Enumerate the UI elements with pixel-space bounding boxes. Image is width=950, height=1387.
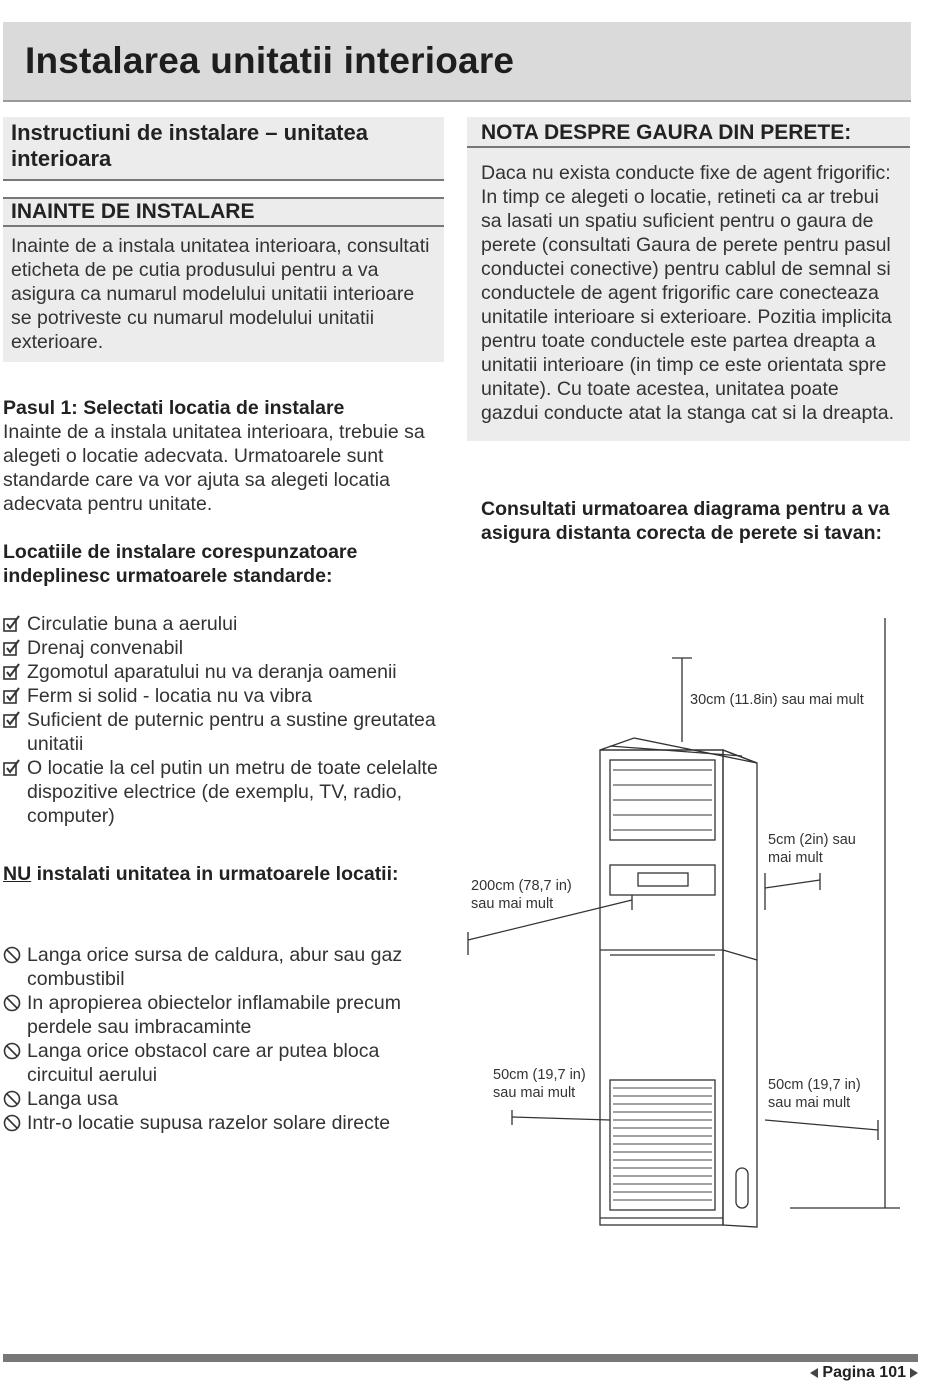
page-title-bar (3, 22, 911, 102)
checkbox-check-icon (3, 663, 21, 681)
standards-heading: Locatiile de instalare corespunzatoare indeplinesc urmatoarele standarde: (3, 541, 358, 587)
list-item: Langa orice obstacol care ar putea bloca circuitul aerului (3, 1039, 443, 1087)
not-locations-list (3, 943, 443, 1135)
indoor-unit-side (723, 750, 757, 1227)
dim-top: 30cm (11.8in) sau mai mult (690, 692, 864, 708)
not-install-heading: NU instalati unitatea in urmatoarele locatii: (3, 863, 399, 885)
list-item: Suficient de puternic pentru a sustine greutatea unitatii (3, 708, 443, 756)
checkbox-check-icon (3, 639, 21, 657)
wall-hole-note-text: Daca nu exista conducte fixe de agent frigorific: In timp ce alegeti o locatie, retineti ca ar trebui sa lasati un spatiu suficient pentru o gaura de perete (consultati Gaura de perete pentru pasul conductei conective) pentru cablul de semnal si conductele de agent frigorific care conecteaza unitatile interioare si exterioare. Pozitia implicita pentru toate conductele este partea dreapta a unitatii interioare (in timp ce este orientata spre unitate). Cu toate acestea, unitatea poate gazdui conducte atat la stanga cat si la dreapta. (481, 162, 895, 424)
dim-side-right-2: mai mult (768, 850, 823, 866)
indoor-unit-front (600, 750, 723, 1225)
triangle-right-icon (910, 1368, 918, 1378)
step1-text: Inainte de a instala unitatea interioara, trebuie sa alegeti o locatie adecvata. Urmatoarele sunt standarde care va vor ajuta sa alegeti locatia adecvata pentru unitate. (3, 421, 425, 515)
checkbox-check-icon (3, 615, 21, 633)
list-item: Intr-o locatie supusa razelor solare directe (3, 1111, 443, 1135)
wall-hole-note-heading: NOTA DESPRE GAURA DIN PERETE: (481, 121, 852, 144)
section-title: Instructiuni de instalare – unitatea interioara (11, 120, 368, 171)
dim-right-1: 50cm (19,7 in) (768, 1077, 861, 1093)
checkbox-check-icon (3, 687, 21, 705)
list-item: O locatie la cel putin un metru de toate celelalte dispozitive electrice (de exemplu, TV, radio, computer) (3, 756, 443, 828)
prohibited-icon (3, 1114, 21, 1132)
dim-right-2: sau mai mult (768, 1095, 851, 1111)
list-item: Langa usa (3, 1087, 443, 1111)
before-install-heading: INAINTE DE INSTALARE (11, 200, 255, 223)
dim-left-2: sau mai mult (493, 1085, 576, 1101)
prohibited-icon (3, 1042, 21, 1060)
page-title: Instalarea unitatii interioare (25, 40, 515, 81)
wall-hole-note-box (467, 117, 910, 441)
dim-front-2: sau mai mult (471, 896, 554, 912)
diagram-intro: Consultati urmatoarea diagrama pentru a va asigura distanta corecta de perete si tavan: (481, 498, 890, 544)
checkbox-check-icon (3, 759, 21, 777)
prohibited-icon (3, 994, 21, 1012)
before-install-box (3, 197, 444, 362)
list-item: Langa orice sursa de caldura, abur sau gaz combustibil (3, 943, 443, 991)
dim-side-right-1: 5cm (2in) sau (768, 832, 856, 848)
dim-front-1: 200cm (78,7 in) (471, 878, 572, 894)
triangle-left-icon (810, 1368, 818, 1378)
list-item: Ferm si solid - locatia nu va vibra (3, 684, 443, 708)
section-title-box (3, 117, 444, 181)
standards-list (3, 612, 443, 828)
list-item: Zgomotul aparatului nu va deranja oamenii (3, 660, 443, 684)
page-number: Pagina 101 (810, 1364, 918, 1382)
list-item: Circulatie buna a aerului (3, 612, 443, 636)
list-item: In apropierea obiectelor inflamabile precum perdele sau imbracaminte (3, 991, 443, 1039)
dim-left-1: 50cm (19,7 in) (493, 1067, 586, 1083)
prohibited-icon (3, 946, 21, 964)
checkbox-check-icon (3, 711, 21, 729)
step1-heading: Pasul 1: Selectati locatia de instalare (3, 397, 345, 419)
before-install-text: Inainte de a instala unitatea interioara, consultati eticheta de pe cutia produsului pentru a va asigura ca numarul modelului unitatii interioare se potriveste cu numarul modelului unitatii exterioare. (11, 235, 430, 353)
prohibited-icon (3, 1090, 21, 1108)
list-item: Drenaj convenabil (3, 636, 443, 660)
footer-rule (3, 1354, 918, 1362)
